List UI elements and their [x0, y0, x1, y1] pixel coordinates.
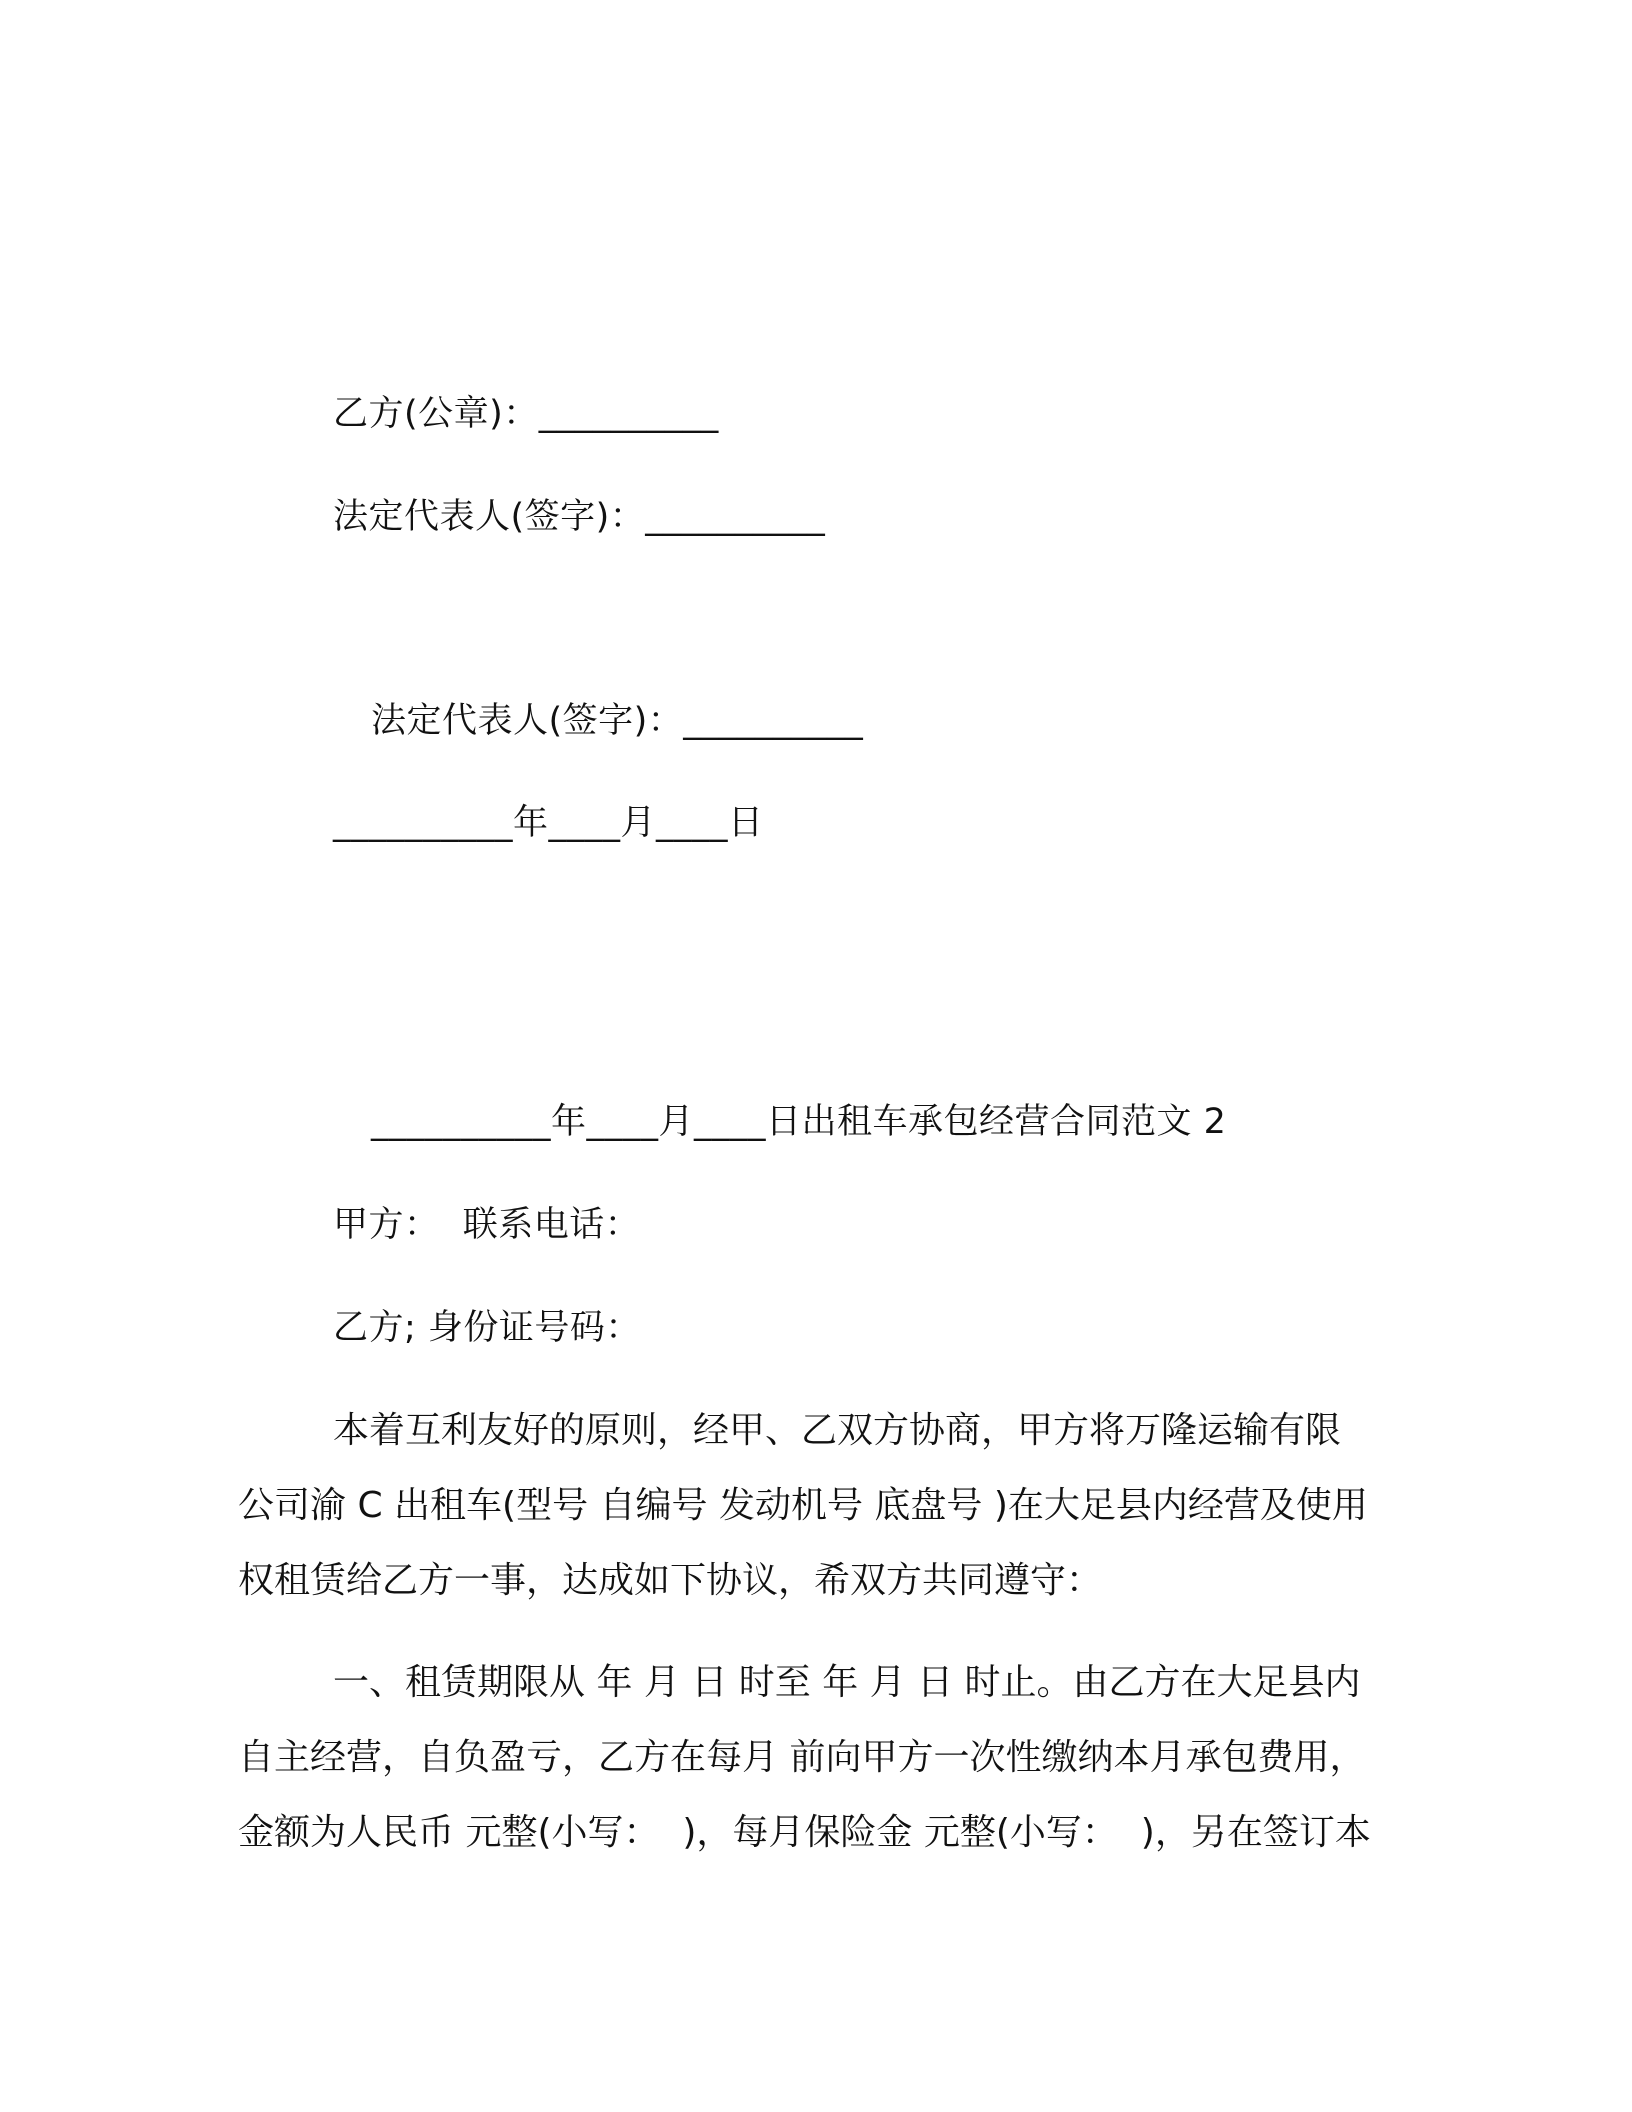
legal-representative-line: 法定代表人(签字)：__________: [333, 497, 826, 537]
clause-1-line: 金额为人民币 元整(小写： )，每月保险金 元整(小写： )，另在签订本: [238, 1812, 1371, 1853]
clause-1-line: 一、租赁期限从 年 月 日 时至 年 月 日 时止。由乙方在大足县内: [333, 1662, 1361, 1703]
party-b-seal-line: 乙方(公章)：__________: [333, 394, 719, 434]
clause-1-line: 自主经营，自负盈亏，乙方在每月 前向甲方一次性缴纳本月承包费用，: [238, 1737, 1366, 1778]
contract-title: __________年____月____日出租车承包经营合同范文 2: [371, 1102, 1227, 1142]
party-b-line: 乙方; 身份证号码：: [333, 1308, 641, 1348]
intro-paragraph-line: 本着互利友好的原则，经甲、乙双方协商，甲方将万隆运输有限: [333, 1410, 1342, 1451]
legal-representative-line-2: 法定代表人(签字)：__________: [371, 701, 864, 741]
signature-date-line: __________年____月____日: [333, 803, 764, 843]
party-a-line: 甲方： 联系电话：: [333, 1205, 641, 1245]
intro-paragraph-line: 公司渝 C 出租车(型号 自编号 发动机号 底盘号 )在大足县内经营及使用: [238, 1485, 1368, 1526]
intro-paragraph-line: 权租赁给乙方一事，达成如下协议，希双方共同遵守：: [238, 1560, 1103, 1601]
